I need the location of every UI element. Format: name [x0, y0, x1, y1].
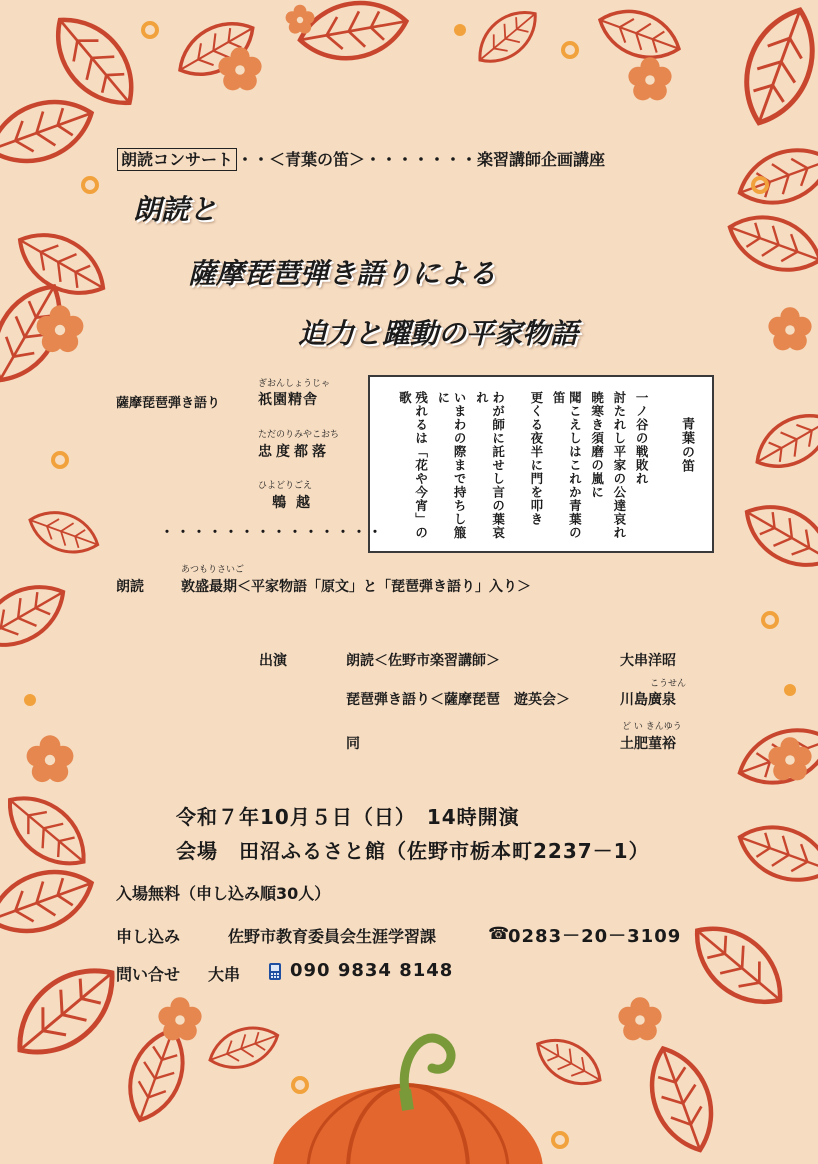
dotted-divider: ・・・・・・・・・・・・・・	[160, 525, 384, 541]
title-line-1: 朗読と	[133, 193, 218, 226]
piece-2-ruby: ただのりみやこおち	[258, 430, 340, 440]
inquiry-label: 問い合せ	[116, 965, 181, 984]
phone-icon: ☎	[488, 924, 510, 944]
poem-line: 残れるは「花や今宵」の歌	[397, 391, 429, 540]
poem-line: 更くる夜半に門を叩き	[528, 391, 544, 526]
event-date: 令和７年10月５日（日） 14時開演	[176, 805, 520, 829]
performers-label: 出演	[259, 653, 287, 669]
poem-line: 討たれし平家の公達哀れ	[611, 391, 627, 540]
performer-2-ruby: こうせん	[650, 679, 687, 689]
reading-label: 朗読	[116, 579, 144, 595]
performer-2-name: 川島廣泉	[620, 692, 676, 708]
inquiry-tel: 090 9834 8148	[290, 960, 454, 981]
poem-line: いまわの際まで持ちし箙に	[435, 391, 468, 540]
apply-org: 佐野市教育委員会生涯学習課	[228, 927, 437, 946]
performer-1-name: 大串洋昭	[620, 653, 676, 669]
piece-3-ruby: ひよどりごえ	[258, 481, 313, 491]
piece-3-title: 鵯越	[272, 495, 320, 511]
inquiry-name: 大串	[208, 965, 241, 984]
event-venue: 会場 田沼ふるさと館（佐野市栃本町2237－1）	[176, 839, 650, 863]
mobile-phone-icon	[268, 962, 282, 981]
pumpkin-illustration	[273, 1038, 543, 1164]
piece-1-title: 祇園精舎	[258, 392, 318, 408]
poem-line: 暁寒き須磨の嵐に	[589, 391, 605, 499]
poem-line: わが師に託せし言の葉哀れ	[474, 391, 506, 540]
header-line	[117, 147, 605, 170]
title-line-3: 迫力と躍動の平家物語	[298, 317, 579, 350]
poem-box	[368, 375, 714, 553]
reading-program: 敦盛最期＜平家物語「原文」と「琵琶弾き語り」入り＞	[181, 579, 531, 595]
piece-1-ruby: ぎおんしょうじゃ	[258, 379, 331, 389]
performer-2-role: 琵琶弾き語り＜薩摩琵琶 遊英会＞	[346, 692, 570, 708]
performer-3-name: 土肥菫裕	[620, 736, 676, 752]
apply-label: 申し込み	[116, 927, 181, 946]
performer-3-role: 同	[346, 736, 360, 752]
piece-2-title: 忠度都落	[258, 444, 330, 460]
title-line-2: 薩摩琵琶弾き語りによる	[188, 257, 497, 290]
header-rest: ・・＜青葉の笛＞・・・・・・・楽習講師企画講座	[237, 150, 606, 169]
performer-3-ruby: ど い きんゆう	[622, 722, 682, 732]
apply-tel: 0283－20－3109	[508, 926, 682, 947]
biwa-label: 薩摩琵琶弾き語り	[116, 396, 221, 411]
poem-line: 聞こえしはこれか青葉の笛	[551, 391, 583, 540]
reading-ruby: あつもりさいご	[181, 565, 245, 575]
header-boxed-label: 朗読コンサート	[117, 148, 237, 171]
performer-1-role: 朗読＜佐野市楽習講師＞	[346, 653, 500, 669]
admission-info: 入場無料（申し込み順30人）	[116, 884, 331, 903]
poem-line: 一ノ谷の戦敗れ	[634, 391, 650, 486]
poem-title: 青葉の笛	[679, 417, 694, 473]
